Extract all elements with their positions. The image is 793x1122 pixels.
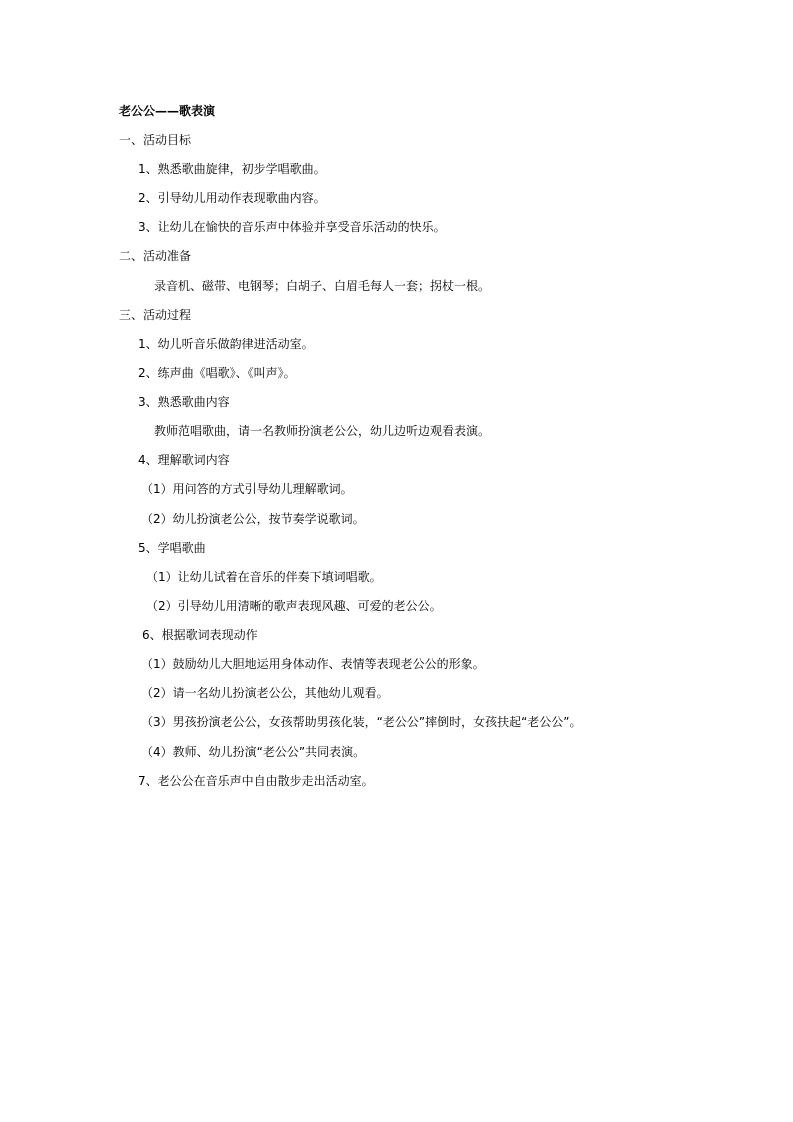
- goal-item: 3、让幼儿在愉快的音乐声中体验并享受音乐活动的快乐。: [138, 220, 446, 234]
- process-step: 7、老公公在音乐声中自由散步走出活动室。: [138, 774, 374, 788]
- process-step: 1、幼儿听音乐做韵律进活动室。: [138, 337, 314, 351]
- preparation-text: 录音机、磁带、电钢琴；白胡子、白眉毛每人一套；拐杖一根。: [154, 279, 491, 293]
- process-subitem: （1）用问答的方式引导幼儿理解歌词。: [141, 482, 353, 496]
- process-subitem: （1）鼓励幼儿大胆地运用身体动作、表情等表现老公公的形象。: [141, 657, 485, 671]
- process-step: 2、练声曲《唱歌》、《叫声》。: [138, 366, 296, 380]
- process-subitem: （2）请一名幼儿扮演老公公，其他幼儿观看。: [141, 686, 389, 700]
- section-heading-goals: 一、活动目标: [119, 133, 192, 147]
- process-subitem: （3）男孩扮演老公公，女孩帮助男孩化装，“老公公”摔倒时，女孩扶起“老公公”。: [141, 715, 582, 729]
- section-heading-process: 三、活动过程: [119, 308, 192, 322]
- process-step-text: 教师范唱歌曲，请一名教师扮演老公公，幼儿边听边观看表演。: [154, 424, 491, 438]
- process-subitem: （2）引导幼儿用清晰的歌声表现风趣、可爱的老公公。: [146, 599, 442, 613]
- process-step-heading: 3、熟悉歌曲内容: [138, 395, 230, 409]
- process-subitem: （4）教师、幼儿扮演“老公公”共同表演。: [141, 745, 366, 759]
- section-heading-preparation: 二、活动准备: [119, 249, 192, 263]
- goal-item: 1、熟悉歌曲旋律，初步学唱歌曲。: [138, 162, 326, 176]
- goal-item: 2、引导幼儿用动作表现歌曲内容。: [138, 191, 326, 205]
- process-step-heading: 5、学唱歌曲: [138, 541, 206, 555]
- process-subitem: （2）幼儿扮演老公公，按节奏学说歌词。: [141, 512, 365, 526]
- process-step-heading: 6、根据歌词表现动作: [142, 628, 258, 642]
- document-title: 老公公——歌表演: [119, 104, 216, 118]
- process-subitem: （1）让幼儿试着在音乐的伴奏下填词唱歌。: [146, 570, 382, 584]
- process-step-heading: 4、理解歌词内容: [138, 453, 230, 467]
